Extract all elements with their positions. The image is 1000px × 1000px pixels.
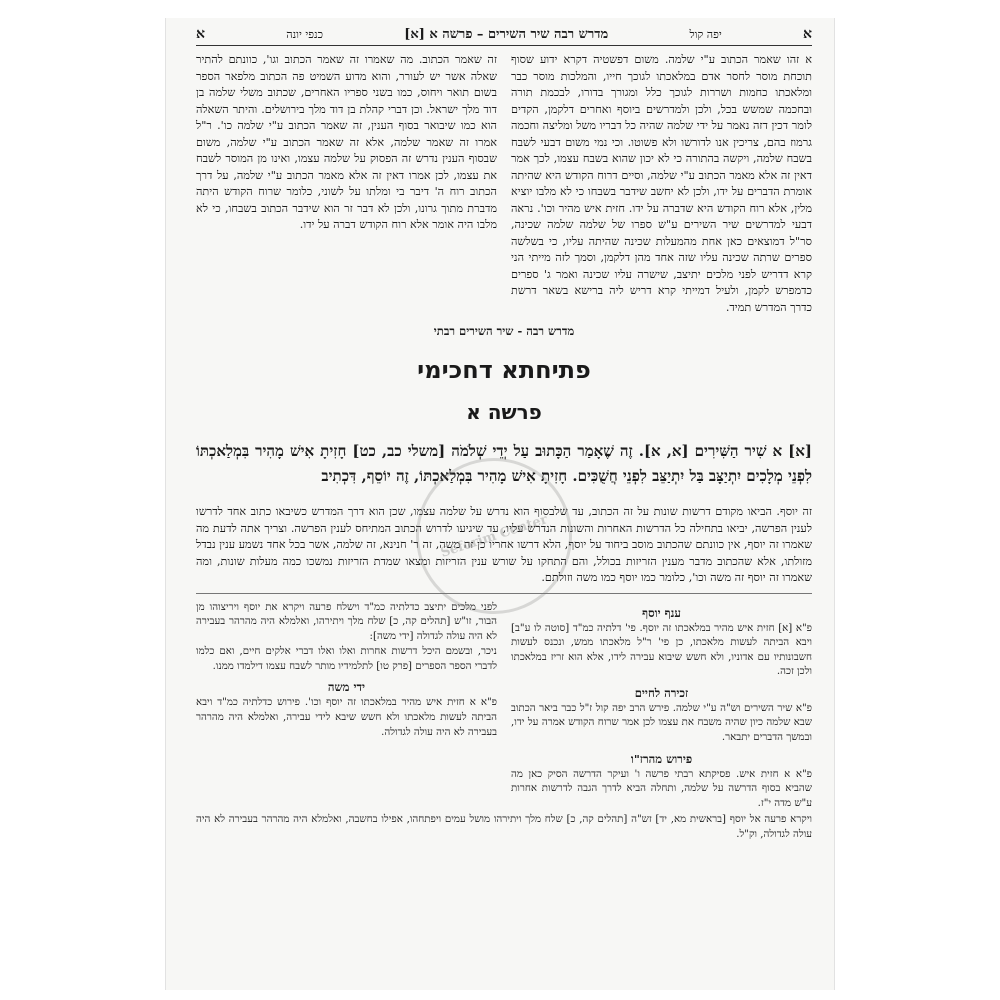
anaf-yosef-text: פ"א [א] חזית איש מהיר במלאכתו זה יוסף. פי' דלתיה כמ"ד [סוטה לו ע"ב] ויבא הביתה לעשות מלאכתו, כן פי' ר"ל מלאכתו ממש, ונכנס לעשות חשבונותיו עם אדוניו, ולא חשש שיבוא עבירה לידו, אלא הוא זריז במלאכתו ולכן זכה. xyxy=(511,622,812,678)
lower-commentaries xyxy=(196,600,812,813)
midrash-main-text: [א] א שִׁיר הַשִּׁירִים [א, א]. זֶה שֶׁאָמַר הַכָּתוּב עַל יְדֵי שְׁלֹמֹה [משלי כב, כט] חָזִיתָ אִישׁ מָהִיר בִּמְלַאכְתּוֹ לִפְנֵי מְלָכִים יִתְיַצָּב בַּל יִתְיַצֵּב לִפְנֵי חֲשֻׁכִּים. חָזִיתָ אִישׁ מָהִיר בִּמְלַאכְתּוֹ, זֶה יוֹסֵף, דִּכְתִיב xyxy=(196,442,812,485)
yefe-kol-commentary: א זהו שאמר הכתוב ע"י שלמה. משום דפשטיה דקרא ידוע שסוף תוכחת מוסר לחסר אדם במלאכתו לגוכך חייו, והמלכות מוסר כבר ומלאכתו כחמות ושררות לגוכך כלל ומגורך בדורו, לבכמת תורה ובחכמה שמשש בכל, ולכן ולמדרשים ביוסף ואחרים דלקמן, הקדים לומר דכין דזה נאמר על ידי שלמה שהיה כל דבריו משל ומליצה וחכמה גרמוז בהם, צריכין אנו לדורשו ולא פשוטו. וכי נמי משום דבעי לשבח בשבח שלמה, ויקשה בהתורה כי לא יכון שהוא בשבח עצמו, לכך אמר דאין זה אלא מאמר הכתוב ע"י שלמה, וסיים דרוח הקודש היא שהיתה אומרת הדברים על ידו, ולכן לא יחשב שידבר בשבחו כי לא מלבו יוציא מלין, אלא רוח הקודש היא שדברה על ידו. חזית איש מהיר וכו'. נראה דבעי למדרשים שיר השירים ע"ש ספרו של שלמה שלמה שכינה, סר"ל דמוצאים כאן אחת מהמעלות שכינה שהיתה עליו, כי בשלשה ספרים שרתה שכינה עליו שזה אחד מהן דלקמן, וסמך לזה מייתי הני קרא דדריש לפני מלכים יתיצב, שישרה עליו שכינה ואמר ג' ספרים כדמפרש לקמן, ולעיל דמייתי קרא דריש ליה ברישא בשאר דרשת כדרך המדרש תמיד. xyxy=(511,53,812,314)
yedei-moshe-text: פ"א א חזית איש מהיר במלאכתו זה יוסף וכו'. פירוש כדלתיה כמ"ד ויבא הביתה לעשות מלאכתו ולא חשש שיבא לידי עבירה, ואלמלא היה מהרהר בעבירה לא היה עולה לגדולה. xyxy=(196,697,497,738)
top-columns xyxy=(196,50,812,318)
header-left-title: כנפי יונה xyxy=(286,28,323,41)
zechira-lachaim-title: זכירה לחיים xyxy=(634,685,689,700)
bottom-commentary-line: ויקרא פרעה אל יוסף [בראשית מא, יד] זש"ה [תהלים קה, כ] שלח מלך ויתירהו מושל עמים ויפתחהו, אפילו בחשבה, ואלמלא היה מהרהר בעבירה לא היה עולה לגדולה, וק"ל. xyxy=(196,814,812,841)
zechira-continuation: ניכר, ובשמם היכל דרשות אחרות ואלו ואלו דברי אלקים חיים, ואם כלמו לדברי הספר הספרים [פרק טו] לתלמידיו מותר לשבח עצמו דילמדו ממנו. xyxy=(196,646,497,672)
book-page xyxy=(165,18,835,990)
lower-right-column xyxy=(511,600,812,813)
petichta-heading: פתיחתא דחכימי xyxy=(417,356,591,384)
header-letter-left: א xyxy=(196,26,206,42)
right-commentary-column xyxy=(511,50,812,318)
parasha-heading: פרשה א xyxy=(466,400,542,424)
header-right-title: יפה קול xyxy=(689,28,722,41)
lower-left-column xyxy=(196,600,497,813)
commentary-continuation: זה יוסף. הביאו מקודם דרשות שונות על זה הכתוב, עד שלבסוף הוא נדרש על שלמה עצמו, שכן הוא דרך המדרש כשיבאו כתוב אחד לדרשו לענין הפרשה, יביאו בתחילה כל הדרשות האחרות והשונות הנדרש עליו, עד שיגיעו לדרוש הכתוב המתיחס לענין הפרשה. וצריך אתה לדעת מה שאמרו זה יוסף, אין כוונתם שהכתוב מוסב ביחוד על יוסף, הלא דרשו אחריו כן זה משה, זה ר' חנינא, זה שלמה, אשר בכל אחד נשמע ענין נבדל מזולתו, אלא שהכתוב מדבר מענין הזריזות בכולל, והם התחקו על שורש ענין הזריזות ומצאו שמדת הזריזות נמשכו כמה מעלות שונות, ומה שאמרו זה יוסף זה משה וכו', כלומר כמו יוסף כמו משה וזולתם. xyxy=(196,505,812,584)
kanfei-yonah-commentary: זה שאמר הכתוב. מה שאמרו זה שאמר הכתוב וגו', כוונתם להתיר שאלה אשר יש לעורר, והוא מדוע השמיט פה הכתוב מלפאר הספר בשום תואר ויחוס, כמו בשני ספריו האחרים, שכתוב משלי שלמה בן דוד מלך ישראל. וכן דברי קהלת בן דוד מלך בירושלים. והיתר השאלה הוא כמו שיבואר בסוף הענין, זה שאמר הכתוב ע"י שלמה כו'. ר"ל אמרו זה שאמר שלמה, אלא זה שאמר הכתוב ע"י שלמה, משום שבסוף הענין נדרש זה הפסוק על שלמה עצמו, ואינו מן המוסר לשבח את עצמו, לכן אמרו דאין זה אלא מאמר הכתוב ע"י שלמה, על דרך הכתוב רוח ה' דיבר בי ומלתו על לשוני, כלומר שרוח הקודש היתה מדברת מתוך גרונו, ולכן לא דבר זר הוא שידבר הכתוב בשבחו, כי לא מלבו היה אומר אלא רוח הקודש דברה על ידו. xyxy=(196,53,497,231)
maharzu-title: פירוש מהרז"ו xyxy=(630,751,693,766)
maharzu-text: פ"א א חזית איש. פסיקתא רבתי פרשה ו' ועיקר הדרשה הסיק כאן מה שהביא בסוף הדרשה על שלמה, ותחלה הביא לדרך הגבה לדרשות אחרות ע"ש מדה י"ז. xyxy=(511,768,812,809)
midrash-title: מדרש רבה - שיר השירים רבתי xyxy=(433,324,575,338)
yedei-moshe-title: ידי משה xyxy=(327,680,366,695)
running-header xyxy=(196,26,812,46)
zechira-lachaim-text: פ"א שיר השירים וש"ה ע"י שלמה. פירש הרב יפה קול ז"ל כבר ביאר הכתוב שבא שלמה כיון שהיה משבח את עצמו לכן אמר שרוח הקודש אמרה על ידו, ובמשך הדברים יתבאר. xyxy=(511,702,812,744)
header-center-title: מדרש רבה שיר השירים – פרשה א [א] xyxy=(404,27,609,42)
anaf-yosef-title: ענף יוסף xyxy=(642,605,681,620)
watermark-seal: Seforim Center xyxy=(396,438,593,635)
left-commentary-column xyxy=(196,50,497,318)
anaf-yosef-continuation: לפני מלכים יתיצב כדלתיה כמ"ד וישלח פרעה ויקרא את יוסף ויריצוהו מן הבור, זו"ש [תהלים קה, כ] שלח מלך ויתירהו, ואלמלא היה מהרהר בעבירה לא היה עולה לגדולה [ידי משה]: xyxy=(196,601,497,642)
header-letter-right: א xyxy=(803,26,812,42)
